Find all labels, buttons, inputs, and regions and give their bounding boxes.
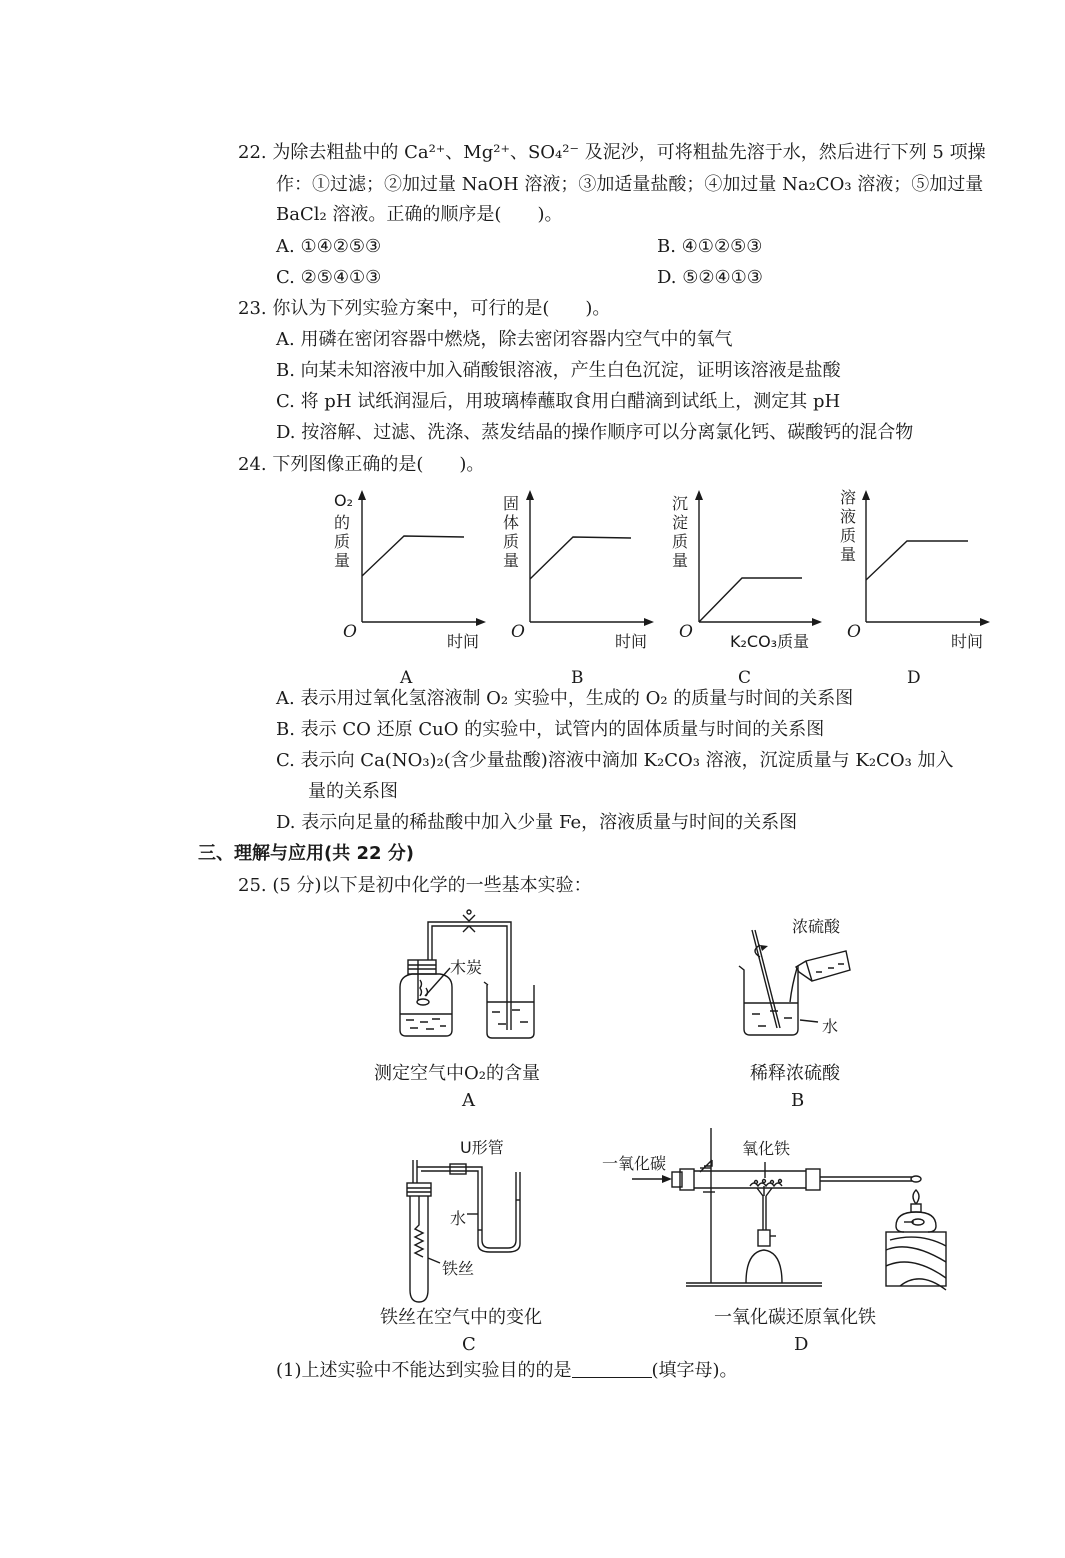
q23-option-a: A. 用磷在密闭容器中燃烧，除去密闭容器内空气中的氧气 bbox=[276, 329, 733, 350]
graph-d-ylabel-1: 溶 bbox=[840, 488, 857, 507]
label-water-c: 水 bbox=[450, 1209, 467, 1228]
q22-option-c: C. ②⑤④①③ bbox=[276, 267, 382, 288]
q24-option-a: A. 表示用过氧化氢溶液制 O₂ 实验中，生成的 O₂ 的质量与时间的关系图 bbox=[276, 688, 854, 709]
section-heading: 三、理解与应用(共 22 分) bbox=[198, 843, 415, 864]
fig-d-letter: D bbox=[794, 1334, 809, 1355]
graph-b-ylabel-4: 量 bbox=[503, 551, 520, 570]
graph-b-ylabel-2: 体 bbox=[503, 513, 520, 532]
graph-c-origin: O bbox=[679, 622, 693, 642]
q22-option-a: A. ①④②⑤③ bbox=[276, 236, 382, 257]
q22-line1: 22. 为除去粗盐中的 Ca²⁺、Mg²⁺、SO₄²⁻ 及泥沙，可将粗盐先溶于水，然后进行下列 5 项操 bbox=[238, 142, 986, 163]
label-iron-oxide: 氧化铁 bbox=[742, 1139, 791, 1158]
graph-a-letter: A bbox=[400, 668, 413, 688]
fig-b-caption: 稀释浓硫酸 bbox=[750, 1063, 840, 1084]
graph-b-letter: B bbox=[571, 668, 584, 688]
answer-blank[interactable] bbox=[572, 1361, 652, 1378]
label-charcoal: 木炭 bbox=[450, 958, 483, 977]
graph-a-ylabel-3: 质 bbox=[334, 532, 351, 551]
graph-c-xlabel: K₂CO₃质量 bbox=[730, 632, 810, 651]
graph-c-ylabel-1: 沉 bbox=[672, 494, 689, 513]
fig-a-letter: A bbox=[462, 1090, 475, 1111]
graph-d-ylabel-4: 量 bbox=[840, 545, 857, 564]
q25-sub1 bbox=[276, 1360, 738, 1382]
graph-b-ylabel-3: 质 bbox=[503, 532, 520, 551]
graph-b-origin: O bbox=[511, 622, 525, 642]
q24-stem: 24. 下列图像正确的是( )。 bbox=[238, 454, 485, 475]
fig-c-letter: C bbox=[462, 1334, 476, 1355]
q25-sub1-suffix: (填字母)。 bbox=[651, 1360, 738, 1381]
label-co: 一氧化碳 bbox=[602, 1154, 667, 1173]
q24-option-b: B. 表示 CO 还原 CuO 的实验中，试管内的固体质量与时间的关系图 bbox=[276, 719, 825, 740]
label-iron-wire: 铁丝 bbox=[442, 1259, 475, 1278]
graph-d-xlabel: 时间 bbox=[951, 632, 984, 651]
q22-line2: 作：①过滤；②加过量 NaOH 溶液；③加适量盐酸；④加过量 Na₂CO₃ 溶液；⑤加过量 bbox=[276, 174, 984, 195]
q22-line3: BaCl₂ 溶液。正确的顺序是( )。 bbox=[276, 204, 563, 225]
fig-c-caption: 铁丝在空气中的变化 bbox=[380, 1307, 542, 1328]
q25-sub1-prompt: (1)上述实验中不能达到实验目的的是 bbox=[276, 1360, 572, 1381]
graph-a-ylabel-4: 量 bbox=[334, 551, 351, 570]
graph-a-origin: O bbox=[343, 622, 357, 642]
fig-b-letter: B bbox=[791, 1090, 805, 1111]
fig-d-caption: 一氧化碳还原氧化铁 bbox=[714, 1307, 876, 1328]
q23-option-b: B. 向某未知溶液中加入硝酸银溶液，产生白色沉淀，证明该溶液是盐酸 bbox=[276, 360, 841, 381]
graph-d-ylabel-2: 液 bbox=[840, 507, 857, 526]
label-conc-acid: 浓硫酸 bbox=[792, 917, 841, 936]
graph-c-ylabel-3: 质 bbox=[672, 532, 689, 551]
graph-d-letter: D bbox=[907, 668, 921, 688]
q24-option-c-line1: C. 表示向 Ca(NO₃)₂(含少量盐酸)溶液中滴加 K₂CO₃ 溶液，沉淀质量与 K₂CO₃ 加入 bbox=[276, 750, 954, 771]
label-u-tube: U形管 bbox=[460, 1138, 504, 1157]
graph-c-ylabel-4: 量 bbox=[672, 551, 689, 570]
graph-a-xlabel: 时间 bbox=[447, 632, 480, 651]
graph-a-ylabel-2: 的 bbox=[334, 513, 351, 532]
q24-option-d: D. 表示向足量的稀盐酸中加入少量 Fe，溶液质量与时间的关系图 bbox=[276, 812, 798, 833]
fig-a-caption: 测定空气中O₂的含量 bbox=[374, 1063, 540, 1084]
graph-a-ylabel-1: O₂ bbox=[334, 491, 354, 510]
q24-option-c-line2: 量的关系图 bbox=[308, 781, 398, 802]
q22-option-b: B. ④①②⑤③ bbox=[657, 236, 763, 257]
q23-option-d: D. 按溶解、过滤、洗涤、蒸发结晶的操作顺序可以分离氯化钙、碳酸钙的混合物 bbox=[276, 422, 914, 443]
graph-c-ylabel-2: 淀 bbox=[672, 513, 689, 532]
graph-d-ylabel-3: 质 bbox=[840, 526, 857, 545]
q23-option-c: C. 将 pH 试纸润湿后，用玻璃棒蘸取食用白醋滴到试纸上，测定其 pH bbox=[276, 391, 841, 412]
graph-b-xlabel: 时间 bbox=[615, 632, 648, 651]
q22-option-d: D. ⑤②④①③ bbox=[657, 267, 763, 288]
q25-stem: 25. (5 分)以下是初中化学的一些基本实验： bbox=[238, 875, 592, 896]
graph-b-ylabel-1: 固 bbox=[503, 494, 520, 513]
graph-c-letter: C bbox=[738, 668, 752, 688]
label-water-b: 水 bbox=[822, 1017, 839, 1036]
q23-stem: 23. 你认为下列实验方案中，可行的是( )。 bbox=[238, 298, 611, 319]
graph-d-origin: O bbox=[847, 622, 861, 642]
